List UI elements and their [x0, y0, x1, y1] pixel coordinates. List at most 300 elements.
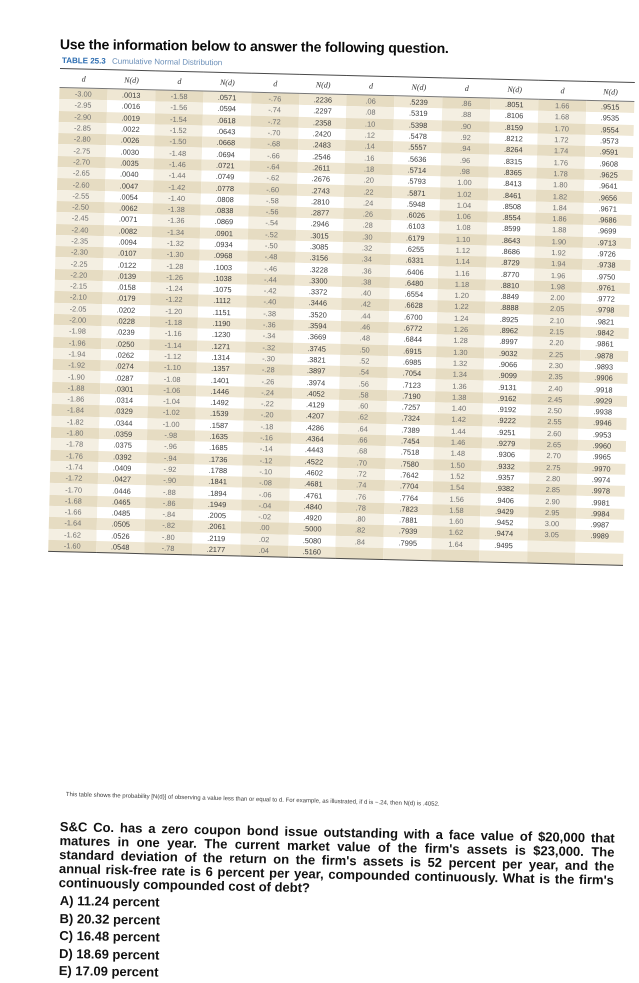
nd-value-cell: .9066 — [484, 358, 532, 370]
d-value-cell: 2.00 — [533, 292, 581, 304]
d-value-cell: -.94 — [146, 452, 194, 464]
d-value-cell: -.50 — [247, 239, 295, 251]
nd-value-cell: .0594 — [203, 103, 251, 115]
d-value-cell: -.24 — [244, 386, 292, 398]
d-value-cell: .80 — [336, 513, 384, 525]
nd-value-cell: .9495 — [479, 539, 527, 551]
nd-value-cell: .8770 — [486, 268, 534, 280]
d-value-cell: -1.60 — [48, 540, 96, 553]
nd-value-cell: .0287 — [100, 372, 148, 384]
d-value-cell: -.86 — [145, 497, 193, 509]
d-value-cell: .84 — [336, 535, 384, 547]
nd-value-cell: .2358 — [298, 116, 346, 128]
d-value-cell: .32 — [343, 242, 391, 254]
d-value-cell: -1.10 — [148, 361, 196, 373]
column-header: d — [347, 76, 395, 96]
d-value-cell: -.62 — [249, 172, 297, 184]
d-value-cell: -.64 — [249, 160, 297, 172]
d-value-cell: 2.60 — [530, 427, 578, 439]
nd-value-cell: .0016 — [107, 100, 155, 112]
nd-value-cell: .4761 — [289, 489, 337, 501]
d-value-cell: -2.80 — [58, 133, 106, 145]
d-value-cell: 1.18 — [438, 278, 486, 290]
nd-value-cell: .9099 — [484, 370, 532, 382]
d-value-cell: -.68 — [250, 138, 298, 150]
nd-value-cell: .9641 — [584, 180, 632, 192]
d-value-cell: -.26 — [244, 375, 292, 387]
d-value-cell: -1.02 — [147, 407, 195, 419]
nd-value-cell: .0934 — [199, 238, 247, 250]
nd-value-cell: .8315 — [489, 155, 537, 167]
nd-value-cell: .2743 — [296, 184, 344, 196]
nd-value-cell: .3669 — [293, 331, 341, 343]
nd-value-cell: .0548 — [96, 541, 144, 554]
nd-value-cell: .5714 — [393, 164, 441, 176]
nd-value-cell: .9279 — [482, 437, 530, 449]
nd-value-cell: .3821 — [292, 354, 340, 366]
d-value-cell — [527, 551, 575, 564]
nd-value-cell: .9699 — [583, 225, 631, 237]
nd-value-cell: .0047 — [105, 180, 153, 192]
nd-value-cell: .0139 — [103, 270, 151, 282]
d-value-cell: 1.78 — [536, 167, 584, 179]
d-value-cell: -.32 — [245, 341, 293, 353]
nd-value-cell: .8810 — [486, 279, 534, 291]
nd-value-cell: .2611 — [297, 162, 345, 174]
d-value-cell: .26 — [344, 208, 392, 220]
d-value-cell: 1.88 — [535, 224, 583, 236]
d-value-cell: .44 — [341, 310, 389, 322]
d-value-cell: -.74 — [251, 104, 299, 116]
d-value-cell: 1.60 — [432, 515, 480, 527]
d-value-cell: .56 — [340, 377, 388, 389]
nd-value-cell: .7881 — [384, 514, 432, 526]
nd-value-cell: .8686 — [487, 245, 535, 257]
nd-value-cell: .5636 — [393, 153, 441, 165]
nd-value-cell: .6628 — [390, 299, 438, 311]
nd-value-cell: .6255 — [391, 243, 439, 255]
nd-value-cell: .6772 — [389, 322, 437, 334]
d-value-cell: .62 — [339, 411, 387, 423]
nd-value-cell: .8212 — [489, 132, 537, 144]
d-value-cell: -1.42 — [153, 181, 201, 193]
nd-value-cell: .0030 — [106, 146, 154, 158]
column-header: N(d) — [586, 81, 634, 101]
d-value-cell: -3.00 — [59, 87, 107, 100]
nd-value-cell: .2546 — [297, 150, 345, 162]
nd-value-cell: .0427 — [98, 473, 146, 485]
d-value-cell: .76 — [337, 490, 385, 502]
d-value-cell — [431, 549, 479, 562]
d-value-cell: .66 — [338, 434, 386, 446]
d-value-cell: -1.92 — [53, 359, 101, 371]
nd-value-cell: .6331 — [391, 254, 439, 266]
nd-value-cell: .9573 — [585, 135, 633, 147]
d-value-cell: -1.30 — [151, 248, 199, 260]
option-d: D) 18.69 percent — [58, 945, 160, 963]
d-value-cell: -2.65 — [57, 167, 105, 179]
nd-value-cell — [479, 550, 527, 563]
nd-value-cell: .9251 — [482, 426, 530, 438]
d-value-cell: 2.70 — [530, 450, 578, 462]
d-value-cell: -.12 — [242, 454, 290, 466]
nd-value-cell: .7764 — [385, 491, 433, 503]
option-b: B) 20.32 percent — [59, 910, 161, 928]
d-value-cell: -.20 — [243, 409, 291, 421]
nd-value-cell: .9306 — [482, 449, 530, 461]
d-value-cell: .28 — [344, 219, 392, 231]
nd-value-cell: .1112 — [198, 295, 246, 307]
d-value-cell: -.82 — [145, 519, 193, 531]
nd-value-cell: .0446 — [97, 484, 145, 496]
d-value-cell: 2.85 — [529, 484, 577, 496]
nd-value-cell: .9978 — [577, 485, 625, 497]
nd-value-cell: .1357 — [196, 363, 244, 375]
nd-value-cell: .6406 — [390, 266, 438, 278]
nd-value-cell: .0968 — [199, 250, 247, 262]
d-value-cell: -1.96 — [53, 336, 101, 348]
column-header: d — [538, 80, 586, 100]
d-value-cell: 2.35 — [532, 371, 580, 383]
nd-value-cell: .8264 — [489, 144, 537, 156]
nd-value-cell: .0359 — [99, 428, 147, 440]
d-value-cell: 1.20 — [438, 289, 486, 301]
nd-value-cell: .0040 — [105, 168, 153, 180]
d-value-cell: 1.02 — [440, 188, 488, 200]
normal-distribution-table-container — [43, 68, 635, 792]
nd-value-cell: .1446 — [196, 385, 244, 397]
nd-value-cell: .9960 — [578, 440, 626, 452]
nd-value-cell: .9893 — [580, 361, 628, 373]
nd-value-cell: .1314 — [197, 351, 245, 363]
nd-value-cell: .0179 — [102, 292, 150, 304]
d-value-cell: -2.25 — [55, 257, 103, 269]
nd-value-cell: .1635 — [195, 430, 243, 442]
d-value-cell: 1.16 — [438, 267, 486, 279]
nd-value-cell: .3228 — [295, 263, 343, 275]
d-value-cell: .64 — [339, 423, 387, 435]
nd-value-cell: .1075 — [198, 283, 246, 295]
nd-value-cell: .0392 — [98, 451, 146, 463]
d-value-cell: 1.38 — [435, 391, 483, 403]
nd-value-cell: .1003 — [199, 261, 247, 273]
nd-value-cell: .3897 — [292, 365, 340, 377]
d-value-cell: .16 — [345, 151, 393, 163]
nd-value-cell — [575, 553, 623, 566]
d-value-cell: .94 — [441, 143, 489, 155]
nd-value-cell: .0329 — [99, 405, 147, 417]
d-value-cell: -2.15 — [55, 280, 103, 292]
nd-value-cell: .4681 — [289, 478, 337, 490]
instruction-text: Use the information below to answer the following question. — [59, 36, 449, 57]
nd-value-cell: .0274 — [101, 360, 149, 372]
d-value-cell: -.02 — [241, 511, 289, 523]
nd-value-cell: .3446 — [294, 297, 342, 309]
d-value-cell: .22 — [344, 185, 392, 197]
d-value-cell: -1.76 — [50, 449, 98, 461]
d-value-cell: 1.74 — [537, 145, 585, 157]
d-value-cell: -1.82 — [51, 416, 99, 428]
d-value-cell: -1.66 — [49, 506, 97, 518]
d-value-cell: .42 — [342, 298, 390, 310]
d-value-cell: -2.60 — [57, 178, 105, 190]
nd-value-cell: .7704 — [385, 480, 433, 492]
d-value-cell: 1.62 — [432, 527, 480, 539]
d-value-cell: 1.10 — [439, 233, 487, 245]
d-value-cell: -1.52 — [154, 124, 202, 136]
nd-value-cell: .2420 — [298, 128, 346, 140]
d-value-cell: 1.26 — [437, 323, 485, 335]
nd-value-cell: .0869 — [200, 216, 248, 228]
nd-value-cell: .9946 — [578, 417, 626, 429]
d-value-cell: 1.00 — [440, 176, 488, 188]
d-value-cell: .74 — [337, 479, 385, 491]
d-value-cell: -2.00 — [54, 314, 102, 326]
cumulative-normal-table — [48, 68, 635, 566]
d-value-cell: -2.20 — [55, 269, 103, 281]
d-value-cell: .70 — [338, 456, 386, 468]
nd-value-cell: .9591 — [585, 146, 633, 158]
nd-value-cell: .0250 — [101, 338, 149, 350]
d-value-cell: 1.12 — [439, 244, 487, 256]
nd-value-cell: .8962 — [485, 324, 533, 336]
nd-value-cell: .9406 — [481, 494, 529, 506]
nd-value-cell: .1230 — [197, 329, 245, 341]
d-value-cell: .98 — [441, 165, 489, 177]
nd-value-cell: .6026 — [392, 209, 440, 221]
nd-value-cell: .0019 — [107, 112, 155, 124]
nd-value-cell: .4522 — [290, 455, 338, 467]
nd-value-cell: .8159 — [490, 121, 538, 133]
nd-value-cell: .4052 — [292, 387, 340, 399]
d-value-cell: .92 — [442, 131, 490, 143]
nd-value-cell: .2061 — [192, 521, 240, 533]
d-value-cell: 1.68 — [538, 111, 586, 123]
d-value-cell: -.80 — [144, 531, 192, 543]
d-value-cell: -1.08 — [148, 373, 196, 385]
d-value-cell: -.56 — [248, 206, 296, 218]
nd-value-cell: .6844 — [389, 333, 437, 345]
d-value-cell: -2.70 — [58, 156, 106, 168]
nd-value-cell: .6480 — [390, 277, 438, 289]
nd-value-cell: .8365 — [489, 166, 537, 178]
d-value-cell: -1.84 — [52, 404, 100, 416]
nd-value-cell: .0202 — [102, 304, 150, 316]
d-value-cell: -.88 — [145, 486, 193, 498]
nd-value-cell: .0571 — [203, 91, 251, 104]
nd-value-cell: .9906 — [579, 372, 627, 384]
answer-options — [59, 892, 161, 981]
nd-value-cell: .9332 — [481, 460, 529, 472]
d-value-cell: 1.42 — [435, 414, 483, 426]
d-value-cell: .34 — [343, 253, 391, 265]
nd-value-cell: .9452 — [480, 516, 528, 528]
d-value-cell: -.72 — [250, 115, 298, 127]
nd-value-cell: .9965 — [577, 451, 625, 463]
question-text: S&C Co. has a zero coupon bond issue outstanding with a face value of $20,000 that matures in one year. The current market value of the firm's assets is $23,000. The standard deviation of the return on the firm's assets is 52 percent per year, and the annual risk-free rate is 6 percent per year, compounded continuously. What is the firm's continuously compounded cost of debt? — [58, 819, 615, 896]
d-value-cell: -.08 — [241, 477, 289, 489]
nd-value-cell: .7257 — [387, 401, 435, 413]
d-value-cell: -1.88 — [52, 382, 100, 394]
d-value-cell: 2.80 — [529, 472, 577, 484]
nd-value-cell: .7823 — [385, 503, 433, 515]
d-value-cell: 1.04 — [440, 199, 488, 211]
d-value-cell: 1.36 — [435, 380, 483, 392]
d-value-cell: -1.80 — [51, 427, 99, 439]
d-value-cell — [336, 547, 384, 560]
d-value-cell: .18 — [345, 163, 393, 175]
nd-value-cell: .1271 — [197, 340, 245, 352]
d-value-cell: -2.95 — [59, 99, 107, 111]
d-value-cell: .48 — [341, 332, 389, 344]
nd-value-cell: .1539 — [195, 408, 243, 420]
d-value-cell: 1.58 — [432, 504, 480, 516]
nd-value-cell: .9738 — [582, 259, 630, 271]
d-value-cell: -1.24 — [150, 282, 198, 294]
d-value-cell: 1.24 — [437, 312, 485, 324]
d-value-cell: -.06 — [241, 488, 289, 500]
d-value-cell: .12 — [346, 129, 394, 141]
d-value-cell: 1.76 — [537, 156, 585, 168]
d-value-cell: 1.80 — [536, 179, 584, 191]
nd-value-cell: .9222 — [483, 415, 531, 427]
nd-value-cell: .4207 — [291, 410, 339, 422]
table-subcaption: Cumulative Normal Distribution — [111, 56, 223, 68]
nd-value-cell: .9761 — [582, 282, 630, 294]
d-value-cell: 2.25 — [532, 348, 580, 360]
nd-value-cell: .7939 — [384, 525, 432, 537]
d-value-cell: .88 — [442, 109, 490, 121]
d-value-cell: -1.70 — [50, 483, 98, 495]
d-value-cell: -1.50 — [154, 136, 202, 148]
nd-value-cell: .2877 — [296, 207, 344, 219]
d-value-cell: .38 — [342, 276, 390, 288]
d-value-cell: -1.62 — [48, 528, 96, 540]
nd-value-cell: .6103 — [391, 220, 439, 232]
d-value-cell: -.04 — [241, 499, 289, 511]
option-e: E) 17.09 percent — [58, 962, 159, 980]
nd-value-cell: .9656 — [584, 191, 632, 203]
nd-value-cell: .0838 — [200, 204, 248, 216]
nd-value-cell: .0071 — [104, 213, 152, 225]
nd-value-cell: .8849 — [486, 291, 534, 303]
nd-value-cell: .1949 — [193, 498, 241, 510]
d-value-cell: -.48 — [247, 251, 295, 263]
nd-value-cell: .9515 — [586, 100, 634, 113]
d-value-cell: -.34 — [245, 330, 293, 342]
nd-value-cell — [383, 548, 431, 561]
nd-value-cell: .0022 — [106, 123, 154, 135]
d-value-cell: -2.05 — [54, 303, 102, 315]
d-value-cell: 1.72 — [537, 134, 585, 146]
d-value-cell: -1.38 — [152, 203, 200, 215]
column-header: d — [443, 78, 491, 98]
d-value-cell: -.44 — [246, 273, 294, 285]
column-header: N(d) — [395, 77, 443, 97]
nd-value-cell: .3015 — [295, 229, 343, 241]
d-value-cell: -.22 — [243, 398, 291, 410]
nd-value-cell: .5398 — [394, 119, 442, 131]
nd-value-cell: .8643 — [487, 234, 535, 246]
nd-value-cell: .5948 — [392, 198, 440, 210]
d-value-cell: .86 — [442, 97, 490, 110]
d-value-cell: 1.98 — [534, 280, 582, 292]
d-value-cell: -1.98 — [53, 325, 101, 337]
nd-value-cell: .1587 — [195, 419, 243, 431]
nd-value-cell: .7054 — [388, 367, 436, 379]
nd-value-cell: .9474 — [480, 528, 528, 540]
nd-value-cell: .7190 — [387, 390, 435, 402]
nd-value-cell: .7324 — [387, 412, 435, 424]
nd-value-cell: .9554 — [585, 123, 633, 135]
nd-value-cell: .0721 — [201, 159, 249, 171]
nd-value-cell: .9750 — [582, 270, 630, 282]
nd-value-cell: .1038 — [198, 272, 246, 284]
nd-value-cell: .9798 — [581, 304, 629, 316]
nd-value-cell: .5080 — [288, 534, 336, 546]
nd-value-cell: .7389 — [386, 424, 434, 436]
nd-value-cell: .9713 — [583, 236, 631, 248]
d-value-cell: -2.85 — [58, 122, 106, 134]
d-value-cell: 2.20 — [532, 337, 580, 349]
d-value-cell: 2.65 — [530, 439, 578, 451]
d-value-cell: .68 — [338, 445, 386, 457]
d-value-cell: 3.05 — [528, 529, 576, 541]
nd-value-cell: .9429 — [480, 505, 528, 517]
nd-value-cell: .4286 — [291, 421, 339, 433]
d-value-cell: .78 — [337, 502, 385, 514]
nd-value-cell: .3974 — [292, 376, 340, 388]
d-value-cell: 2.55 — [530, 416, 578, 428]
d-value-cell: -2.75 — [58, 144, 106, 156]
nd-value-cell: .9842 — [581, 327, 629, 339]
d-value-cell: 1.92 — [535, 247, 583, 259]
nd-value-cell: .8554 — [488, 211, 536, 223]
nd-value-cell: .4129 — [291, 399, 339, 411]
nd-value-cell: .9131 — [483, 381, 531, 393]
d-value-cell: .08 — [346, 106, 394, 118]
nd-value-cell: .3520 — [293, 308, 341, 320]
column-header: N(d) — [203, 72, 251, 92]
nd-value-cell: .4840 — [289, 500, 337, 512]
d-value-cell: 1.70 — [538, 122, 586, 134]
nd-value-cell: .9192 — [483, 403, 531, 415]
nd-value-cell: .9686 — [583, 214, 631, 226]
nd-value-cell: .9608 — [585, 157, 633, 169]
nd-value-cell: .9382 — [481, 483, 529, 495]
nd-value-cell: .7123 — [388, 379, 436, 391]
d-value-cell: 2.15 — [533, 326, 581, 338]
d-value-cell: -1.16 — [149, 327, 197, 339]
d-value-cell: -1.20 — [150, 305, 198, 317]
d-value-cell: 1.40 — [435, 402, 483, 414]
nd-value-cell: .9878 — [580, 349, 628, 361]
d-value-cell: -1.40 — [153, 192, 201, 204]
nd-value-cell: .4443 — [290, 444, 338, 456]
nd-value-cell: .3745 — [293, 342, 341, 354]
d-value-cell: .02 — [240, 533, 288, 545]
nd-value-cell: .8461 — [488, 189, 536, 201]
d-value-cell: -2.10 — [54, 291, 102, 303]
nd-value-cell: .6700 — [389, 311, 437, 323]
nd-value-cell: .0694 — [202, 148, 250, 160]
d-value-cell: -.78 — [144, 542, 192, 555]
d-value-cell: -1.54 — [154, 113, 202, 125]
d-value-cell: -.38 — [246, 307, 294, 319]
d-value-cell: -1.68 — [49, 495, 97, 507]
d-value-cell: 1.56 — [433, 493, 481, 505]
nd-value-cell: .0239 — [101, 326, 149, 338]
